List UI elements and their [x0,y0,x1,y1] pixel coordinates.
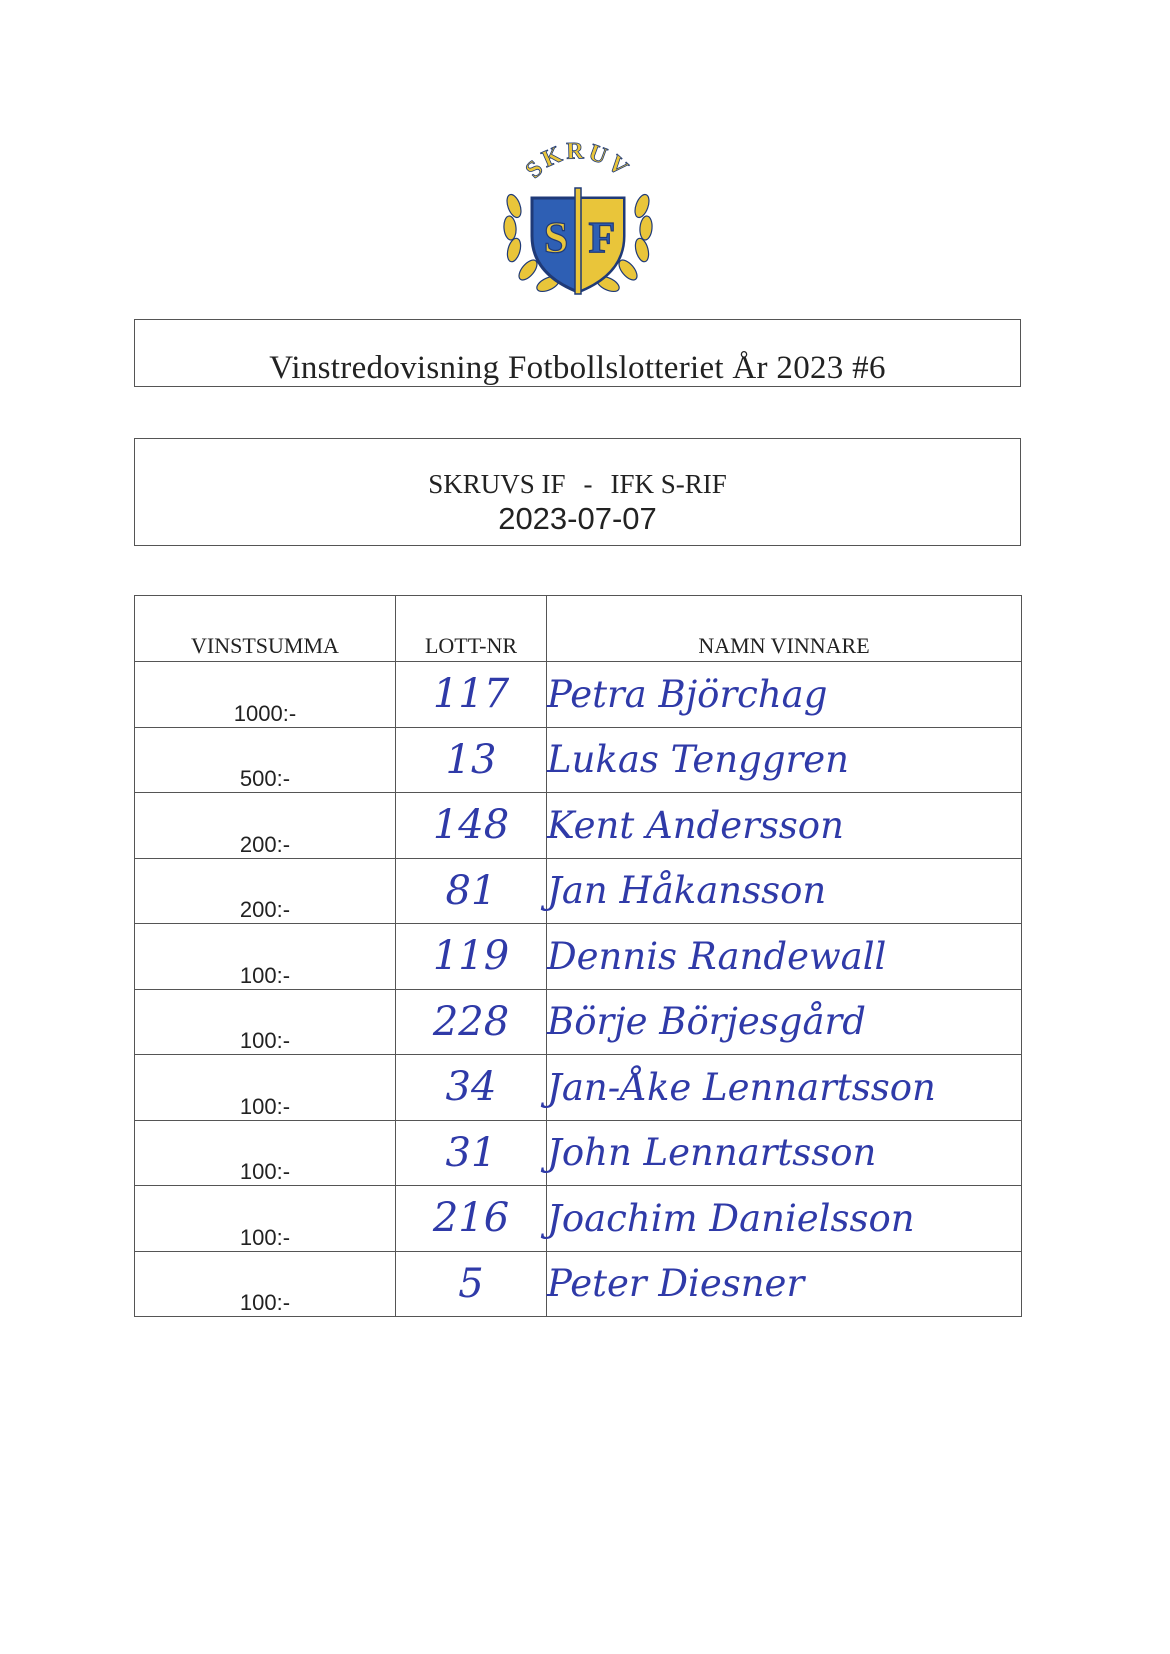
ticket-number: 228 [396,989,547,1055]
ticket-number: 117 [396,662,547,728]
table-row [135,989,1022,1055]
svg-text:F: F [588,213,616,262]
ticket-number: 119 [396,924,547,990]
prize-amount: 100:- [135,1055,396,1121]
winner-name: John Lennartsson [547,1120,1022,1186]
winner-name: Kent Andersson [547,793,1022,859]
header-name: NAMN VINNARE [547,596,1022,662]
table-row [135,793,1022,859]
table-row [135,1251,1022,1317]
prize-amount: 1000:- [135,662,396,728]
winner-name: Lukas Tenggren [547,727,1022,793]
ticket-number: 5 [396,1251,547,1317]
winner-name: Jan Håkansson [547,858,1022,924]
table-row [135,662,1022,728]
table-row [135,858,1022,924]
prize-table [134,595,1022,1317]
club-logo [498,136,658,301]
ticket-number: 13 [396,727,547,793]
table-row [135,727,1022,793]
table-header-row [135,596,1022,662]
ticket-number: 34 [396,1055,547,1121]
table-row [135,1055,1022,1121]
ticket-number: 31 [396,1120,547,1186]
prize-amount: 100:- [135,1251,396,1317]
team-separator: - [583,469,593,499]
winner-name: Petra Björchag [547,662,1022,728]
ticket-number: 81 [396,858,547,924]
match-box [134,438,1021,546]
prize-amount: 100:- [135,924,396,990]
ticket-number: 216 [396,1186,547,1252]
table-row [135,924,1022,990]
prize-amount: 200:- [135,858,396,924]
prize-amount: 100:- [135,989,396,1055]
header-amount: VINSTSUMMA [135,596,396,662]
prize-amount: 100:- [135,1120,396,1186]
away-team: IFK S-RIF [610,469,727,499]
table-row [135,1186,1022,1252]
svg-text:SKRUV: SKRUV [520,138,635,184]
winner-name: Dennis Randewall [547,924,1022,990]
prize-amount: 200:- [135,793,396,859]
match-date: 2023-07-07 [498,501,657,536]
home-team: SKRUVS IF [428,469,566,499]
ticket-number: 148 [396,793,547,859]
header-lott: LOTT-NR [396,596,547,662]
winner-name: Peter Diesner [547,1251,1022,1317]
table-row [135,1120,1022,1186]
match-teams [135,469,1020,500]
winner-name: Jan-Åke Lennartsson [547,1055,1022,1121]
prize-amount: 100:- [135,1186,396,1252]
svg-text:S: S [543,213,569,262]
prize-amount: 500:- [135,727,396,793]
title-box [134,319,1021,387]
page-title: Vinstredovisning Fotbollslotteriet År 2023 #6 [269,350,886,386]
winner-name: Joachim Danielsson [547,1186,1022,1252]
winner-name: Börje Börjesgård [547,989,1022,1055]
